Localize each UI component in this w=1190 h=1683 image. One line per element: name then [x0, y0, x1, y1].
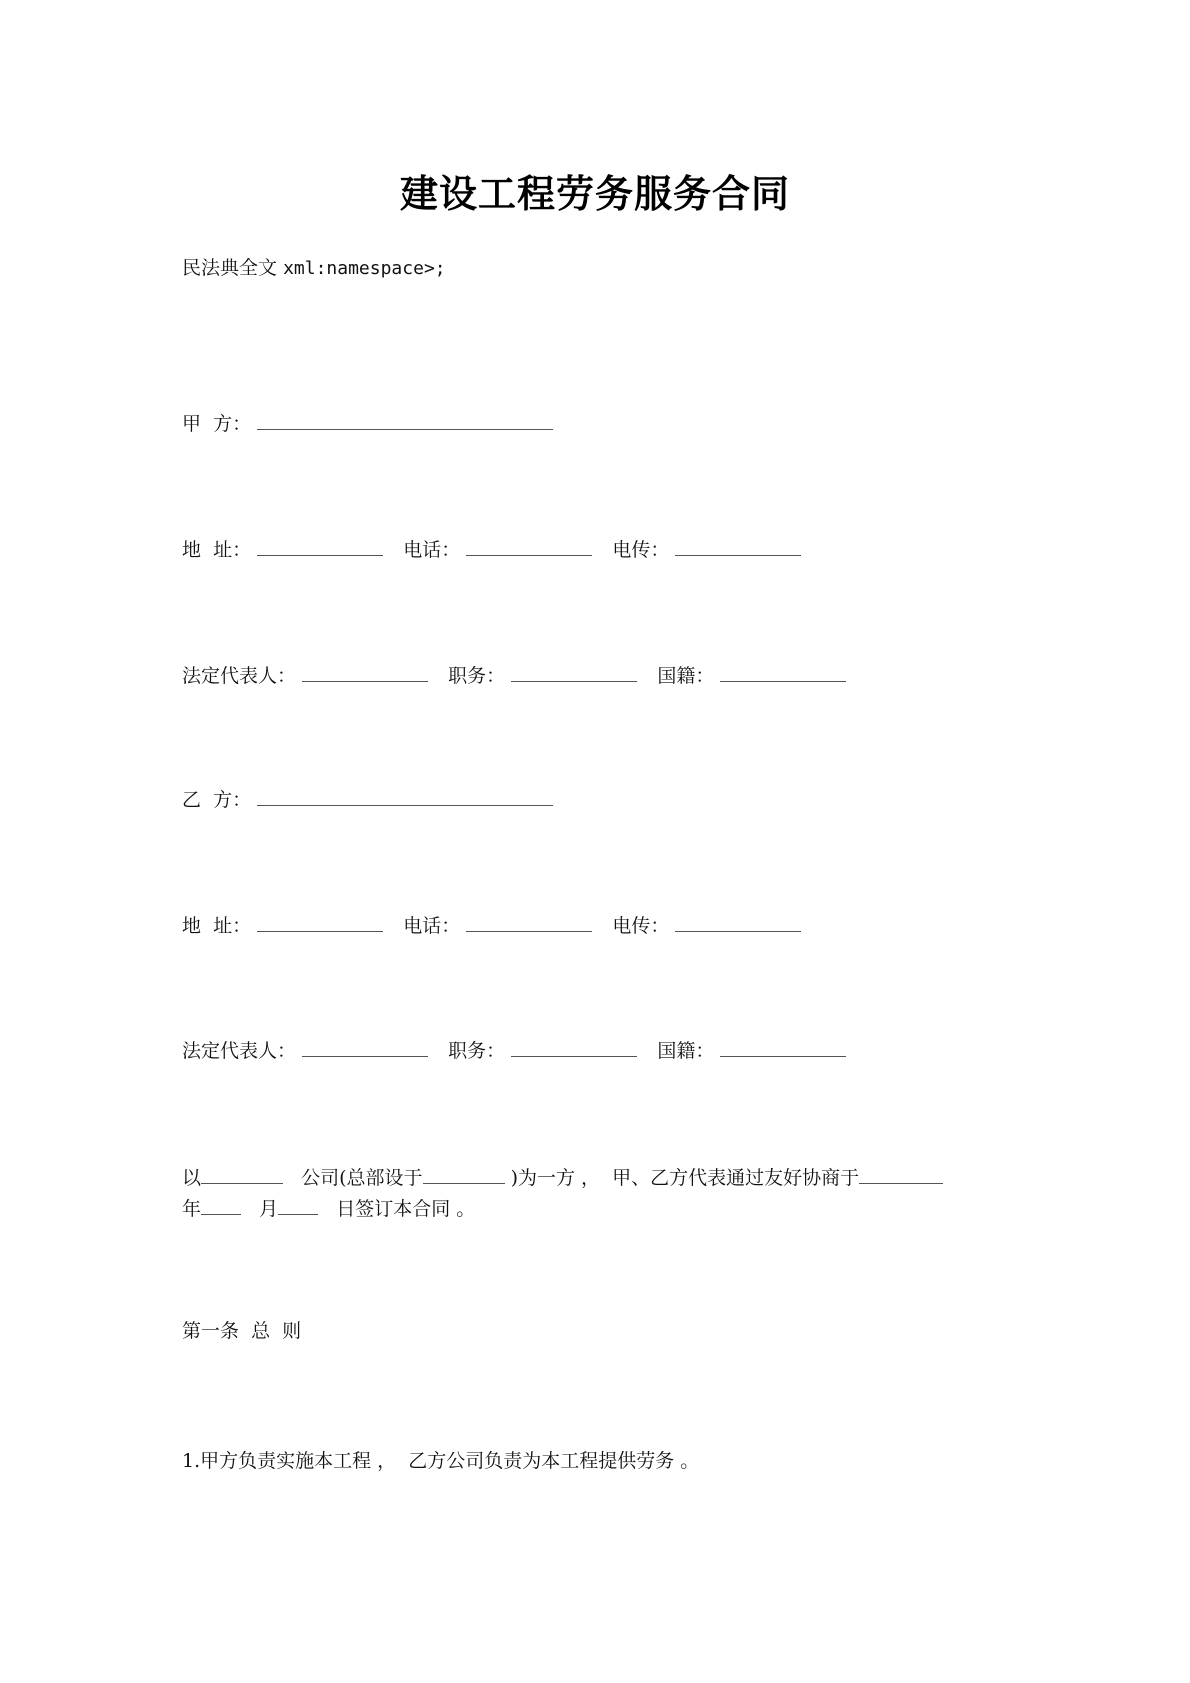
company-name-blank[interactable] [201, 1165, 283, 1184]
party-b-label: 乙 方： [182, 789, 252, 811]
agreement-day: 日签订本合同 。 [336, 1198, 476, 1220]
party-b-rep-blank[interactable] [302, 1038, 428, 1057]
party-b-phone-label: 电话： [403, 915, 461, 937]
party-a-position-blank[interactable] [511, 663, 637, 682]
party-b-address-blank[interactable] [257, 913, 383, 932]
agreement-line-1 [182, 1164, 943, 1192]
section-1-heading-text: 第一条 总 则 [182, 1320, 302, 1342]
party-b-fax-blank[interactable] [675, 913, 801, 932]
agreement-start: 以 [182, 1167, 202, 1189]
party-a-fax-blank[interactable] [675, 537, 801, 556]
party-a-phone-label: 电话： [403, 539, 461, 561]
month-blank[interactable] [278, 1196, 318, 1215]
party-a-contact-line [182, 536, 801, 564]
party-a-rep-line [182, 662, 846, 690]
document-title: 建设工程劳务服务合同 [399, 171, 790, 216]
party-b-rep-label: 法定代表人： [182, 1040, 297, 1062]
section-1-item-1 [182, 1447, 699, 1475]
party-b-fax-label: 电传： [612, 915, 670, 937]
year-blank[interactable] [201, 1196, 241, 1215]
agreement-line-2 [182, 1195, 475, 1223]
party-a-nationality-blank[interactable] [720, 663, 846, 682]
subtitle-line [182, 254, 446, 283]
section-1-item-1-text: 1.甲方负责实施本工程 ， 乙方公司负责为本工程提供劳务 。 [182, 1450, 700, 1472]
party-b-nationality-label: 国籍： [657, 1040, 715, 1062]
party-b-position-blank[interactable] [511, 1038, 637, 1057]
agreement-month: 月 [259, 1198, 279, 1220]
party-a-rep-label: 法定代表人： [182, 665, 297, 687]
agreement-company: 公司(总部设于 [301, 1167, 423, 1189]
party-b-blank[interactable] [257, 787, 553, 806]
section-1-heading [182, 1317, 301, 1345]
agreement-party: )为一方 ， 甲、乙方代表通过友好协商于 [510, 1167, 860, 1189]
party-b-rep-line [182, 1037, 846, 1065]
party-b-nationality-blank[interactable] [720, 1038, 846, 1057]
party-a-address-label: 地 址： [182, 539, 252, 561]
headquarters-blank[interactable] [423, 1165, 505, 1184]
party-b-address-label: 地 址： [182, 915, 252, 937]
party-a-nationality-label: 国籍： [657, 665, 715, 687]
party-a-position-label: 职务： [448, 665, 506, 687]
party-a-address-blank[interactable] [257, 537, 383, 556]
subtitle-code: xml:namespace>; [283, 258, 446, 279]
party-a-fax-label: 电传： [612, 539, 670, 561]
party-b-contact-line [182, 912, 801, 940]
party-a-blank[interactable] [257, 411, 553, 430]
party-b-position-label: 职务： [448, 1040, 506, 1062]
party-b-phone-blank[interactable] [466, 913, 592, 932]
subtitle-text: 民法典全文 [182, 257, 278, 279]
agreement-year: 年 [182, 1198, 202, 1220]
party-a-phone-blank[interactable] [466, 537, 592, 556]
party-a-line [182, 410, 553, 438]
sign-location-blank[interactable] [859, 1165, 943, 1184]
party-a-label: 甲 方： [182, 413, 252, 435]
party-b-line [182, 786, 553, 814]
party-a-rep-blank[interactable] [302, 663, 428, 682]
